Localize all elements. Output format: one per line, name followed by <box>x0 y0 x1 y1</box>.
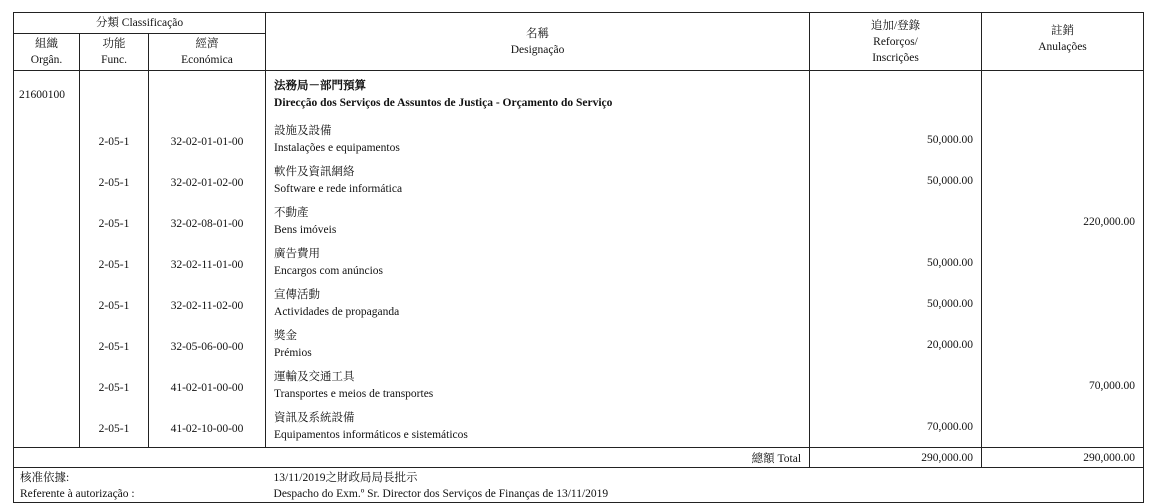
department-name-zh: 法務局－部門預算 <box>274 80 367 92</box>
table-row <box>14 242 1144 283</box>
economic-code: 32-02-11-02-00 <box>149 283 266 324</box>
reforcos-header <box>810 13 982 71</box>
designation <box>266 283 810 324</box>
func-code: 2-05-1 <box>80 406 149 448</box>
department-code: 21600100 <box>14 71 80 120</box>
designation-zh: 廣告費用 <box>274 247 321 260</box>
department-row <box>14 71 1144 120</box>
designation-zh: 運輸及交通工具 <box>274 370 355 383</box>
anulacoes-header-pt: Anulações <box>1038 41 1087 53</box>
authorization-text-pt: Despacho do Exm.º Sr. Director dos Serviços de Finanças de 13/11/2019 <box>266 485 1144 503</box>
economic-code: 32-02-01-02-00 <box>149 160 266 201</box>
designation <box>266 160 810 201</box>
reforco-amount <box>810 201 982 242</box>
designation <box>266 242 810 283</box>
func-header-zh: 功能 <box>102 38 126 50</box>
table-row <box>14 324 1144 365</box>
economic-code: 32-02-01-01-00 <box>149 119 266 160</box>
reforco-amount <box>810 365 982 406</box>
designation-zh: 宣傳活動 <box>274 288 321 301</box>
designation <box>266 324 810 365</box>
designation-zh: 不動產 <box>274 206 309 219</box>
designation-pt: Encargos com anúncios <box>274 264 384 277</box>
table-row <box>14 119 1144 160</box>
reforco-amount: 70,000.00 <box>810 406 982 448</box>
designation-header-zh: 名稱 <box>526 27 550 40</box>
economic-code: 41-02-10-00-00 <box>149 406 266 448</box>
anulacoes-header <box>982 13 1144 71</box>
authorization-label-pt: Referente à autorização : <box>14 485 266 503</box>
anulacao-amount <box>982 406 1144 448</box>
designation <box>266 406 810 448</box>
table-row <box>14 406 1144 448</box>
designation <box>266 201 810 242</box>
reforco-amount: 50,000.00 <box>810 119 982 160</box>
designation-zh: 軟件及資訊網絡 <box>274 165 355 178</box>
budget-table <box>13 12 1144 503</box>
func-code: 2-05-1 <box>80 160 149 201</box>
reforco-amount: 50,000.00 <box>810 283 982 324</box>
designation-zh: 資訊及系統設備 <box>274 411 355 424</box>
designation-pt: Instalações e equipamentos <box>274 141 400 154</box>
designation-pt: Equipamentos informáticos e sistemáticos <box>274 428 468 441</box>
reforco-amount: 20,000.00 <box>810 324 982 365</box>
economic-code: 32-05-06-00-00 <box>149 324 266 365</box>
classification-header: 分類 Classificação <box>14 13 266 34</box>
designation-pt: Actividades de propaganda <box>274 305 400 318</box>
table-row <box>14 201 1144 242</box>
func-code: 2-05-1 <box>80 242 149 283</box>
reforco-amount: 50,000.00 <box>810 242 982 283</box>
economic-header-zh: 經濟 <box>195 38 219 50</box>
anulacao-amount <box>982 324 1144 365</box>
designation-header <box>266 13 810 71</box>
economic-code: 32-02-08-01-00 <box>149 201 266 242</box>
authorization-row-zh <box>14 468 1144 486</box>
designation-pt: Transportes e meios de transportes <box>274 387 434 400</box>
designation-pt: Software e rede informática <box>274 182 403 195</box>
func-code: 2-05-1 <box>80 201 149 242</box>
total-anulacao: 290,000.00 <box>982 448 1144 468</box>
department-name-pt: Direcção dos Serviços de Assuntos de Justiça - Orçamento do Serviço <box>274 97 613 109</box>
authorization-row-pt <box>14 485 1144 503</box>
economic-code: 32-02-11-01-00 <box>149 242 266 283</box>
anulacoes-header-zh: 註銷 <box>1051 25 1075 37</box>
reforcos-header-zh: 追加/登錄 <box>870 19 921 32</box>
organ-header-pt: Orgân. <box>30 54 63 66</box>
table-row <box>14 283 1144 324</box>
designation-zh: 獎金 <box>274 329 298 342</box>
designation-pt: Bens imóveis <box>274 223 337 236</box>
func-header <box>80 34 149 71</box>
reforcos-header-pt2: Inscrições <box>872 51 919 64</box>
authorization-label-zh: 核准依據: <box>14 468 266 486</box>
func-code: 2-05-1 <box>80 119 149 160</box>
organ-header <box>14 34 80 71</box>
economic-header-pt: Económica <box>181 54 233 66</box>
designation-pt: Prémios <box>274 346 312 359</box>
economic-code: 41-02-01-00-00 <box>149 365 266 406</box>
designation-header-pt: Designação <box>510 43 565 56</box>
economic-header <box>149 34 266 71</box>
anulacao-amount <box>982 160 1144 201</box>
table-row <box>14 365 1144 406</box>
anulacao-amount <box>982 242 1144 283</box>
reforcos-header-pt1: Reforços/ <box>873 35 918 48</box>
anulacao-amount: 70,000.00 <box>982 365 1144 406</box>
reforco-amount: 50,000.00 <box>810 160 982 201</box>
anulacao-amount: 220,000.00 <box>982 201 1144 242</box>
func-code: 2-05-1 <box>80 283 149 324</box>
authorization-text-zh: 13/11/2019之財政局局長批示 <box>266 468 1144 486</box>
table-row <box>14 160 1144 201</box>
anulacao-amount <box>982 283 1144 324</box>
total-label: 總額 Total <box>14 448 810 468</box>
designation <box>266 119 810 160</box>
func-header-pt: Func. <box>101 54 127 66</box>
total-row <box>14 448 1144 468</box>
func-code: 2-05-1 <box>80 365 149 406</box>
designation-zh: 設施及設備 <box>274 124 332 137</box>
total-reforco: 290,000.00 <box>810 448 982 468</box>
func-code: 2-05-1 <box>80 324 149 365</box>
organ-header-zh: 組織 <box>35 38 58 50</box>
department-name <box>266 71 810 120</box>
designation <box>266 365 810 406</box>
anulacao-amount <box>982 119 1144 160</box>
